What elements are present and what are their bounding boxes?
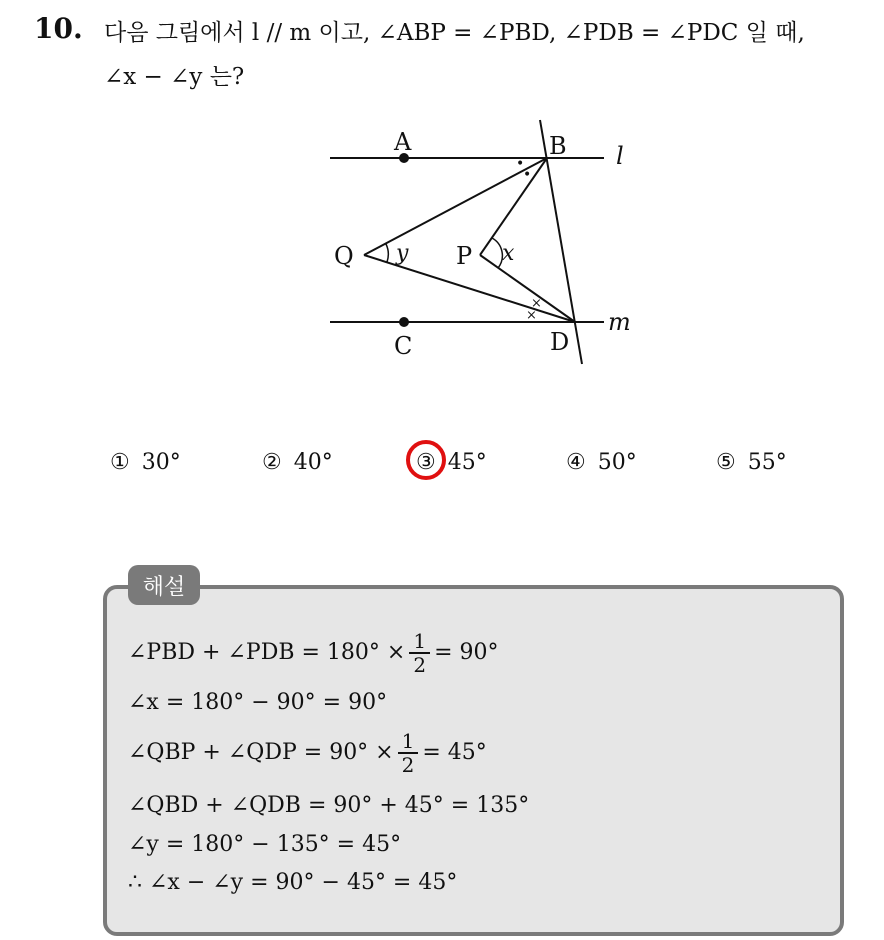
choice-1[interactable] [110,450,181,475]
question-number: 10. [34,12,83,45]
fraction [398,730,419,776]
choice-4[interactable] [566,450,637,475]
solution-line-3-result: = 45° [422,740,487,765]
choice-3-value: 45° [447,450,487,475]
answer-choices [110,446,830,486]
solution-line-1-result: = 90° [434,640,499,665]
label-q: Q [334,242,354,270]
choice-2[interactable] [262,450,333,475]
solution-line-1 [128,630,499,676]
choice-5-mark: ⑤ [716,450,736,475]
geometry-figure [320,108,650,378]
choice-1-mark: ① [110,450,130,475]
label-c: C [394,332,413,360]
question-text-line1: 다음 그림에서 l // m 이고, ∠ABP = ∠PBD, ∠PDB = ∠PDC 일 때, [104,20,805,46]
label-y: y [396,241,409,266]
angle-arc-y [386,244,388,262]
solution-line-3-text: ∠QBP + ∠QDP = 90° × [128,740,394,765]
angle-dot-mark: • [516,156,525,172]
label-l: l [616,142,624,170]
fraction-numerator: 1 [409,630,430,654]
angle-cross-mark: × [526,308,537,323]
label-b: B [549,132,567,160]
choice-5-value: 55° [747,450,787,475]
solution-line-4: ∠QBD + ∠QDB = 90° + 45° = 135° [128,793,530,818]
label-p: P [456,242,473,270]
choice-2-mark: ② [262,450,282,475]
label-x: x [502,241,515,266]
question-text-line2: ∠x − ∠y 는? [104,64,245,90]
fraction-numerator: 1 [398,730,419,754]
solution-tab: 해설 [128,565,200,605]
choice-5[interactable] [716,450,787,475]
segment-qb [364,158,547,255]
solution-line-5: ∠y = 180° − 135° = 45° [128,832,402,857]
choice-4-mark: ④ [566,450,586,475]
fraction-denominator: 2 [413,653,427,677]
choice-3[interactable] [416,450,487,475]
fraction-denominator: 2 [401,753,415,777]
solution-line-2: ∠x = 180° − 90° = 90° [128,690,388,715]
choice-2-value: 40° [293,450,333,475]
label-a: A [394,128,412,156]
choice-1-value: 30° [141,450,181,475]
point-c [399,317,409,327]
solution-line-6: ∴ ∠x − ∠y = 90° − 45° = 45° [128,870,458,895]
choice-3-mark: ③ [416,450,436,475]
angle-cross-mark: × [531,296,542,311]
fraction [409,630,430,676]
label-m: m [608,308,631,336]
solution-line-3 [128,730,487,776]
solution-line-1-text: ∠PBD + ∠PDB = 180° × [128,640,406,665]
label-d: D [550,328,570,356]
choice-4-value: 50° [597,450,637,475]
angle-dot-mark: • [523,167,532,183]
